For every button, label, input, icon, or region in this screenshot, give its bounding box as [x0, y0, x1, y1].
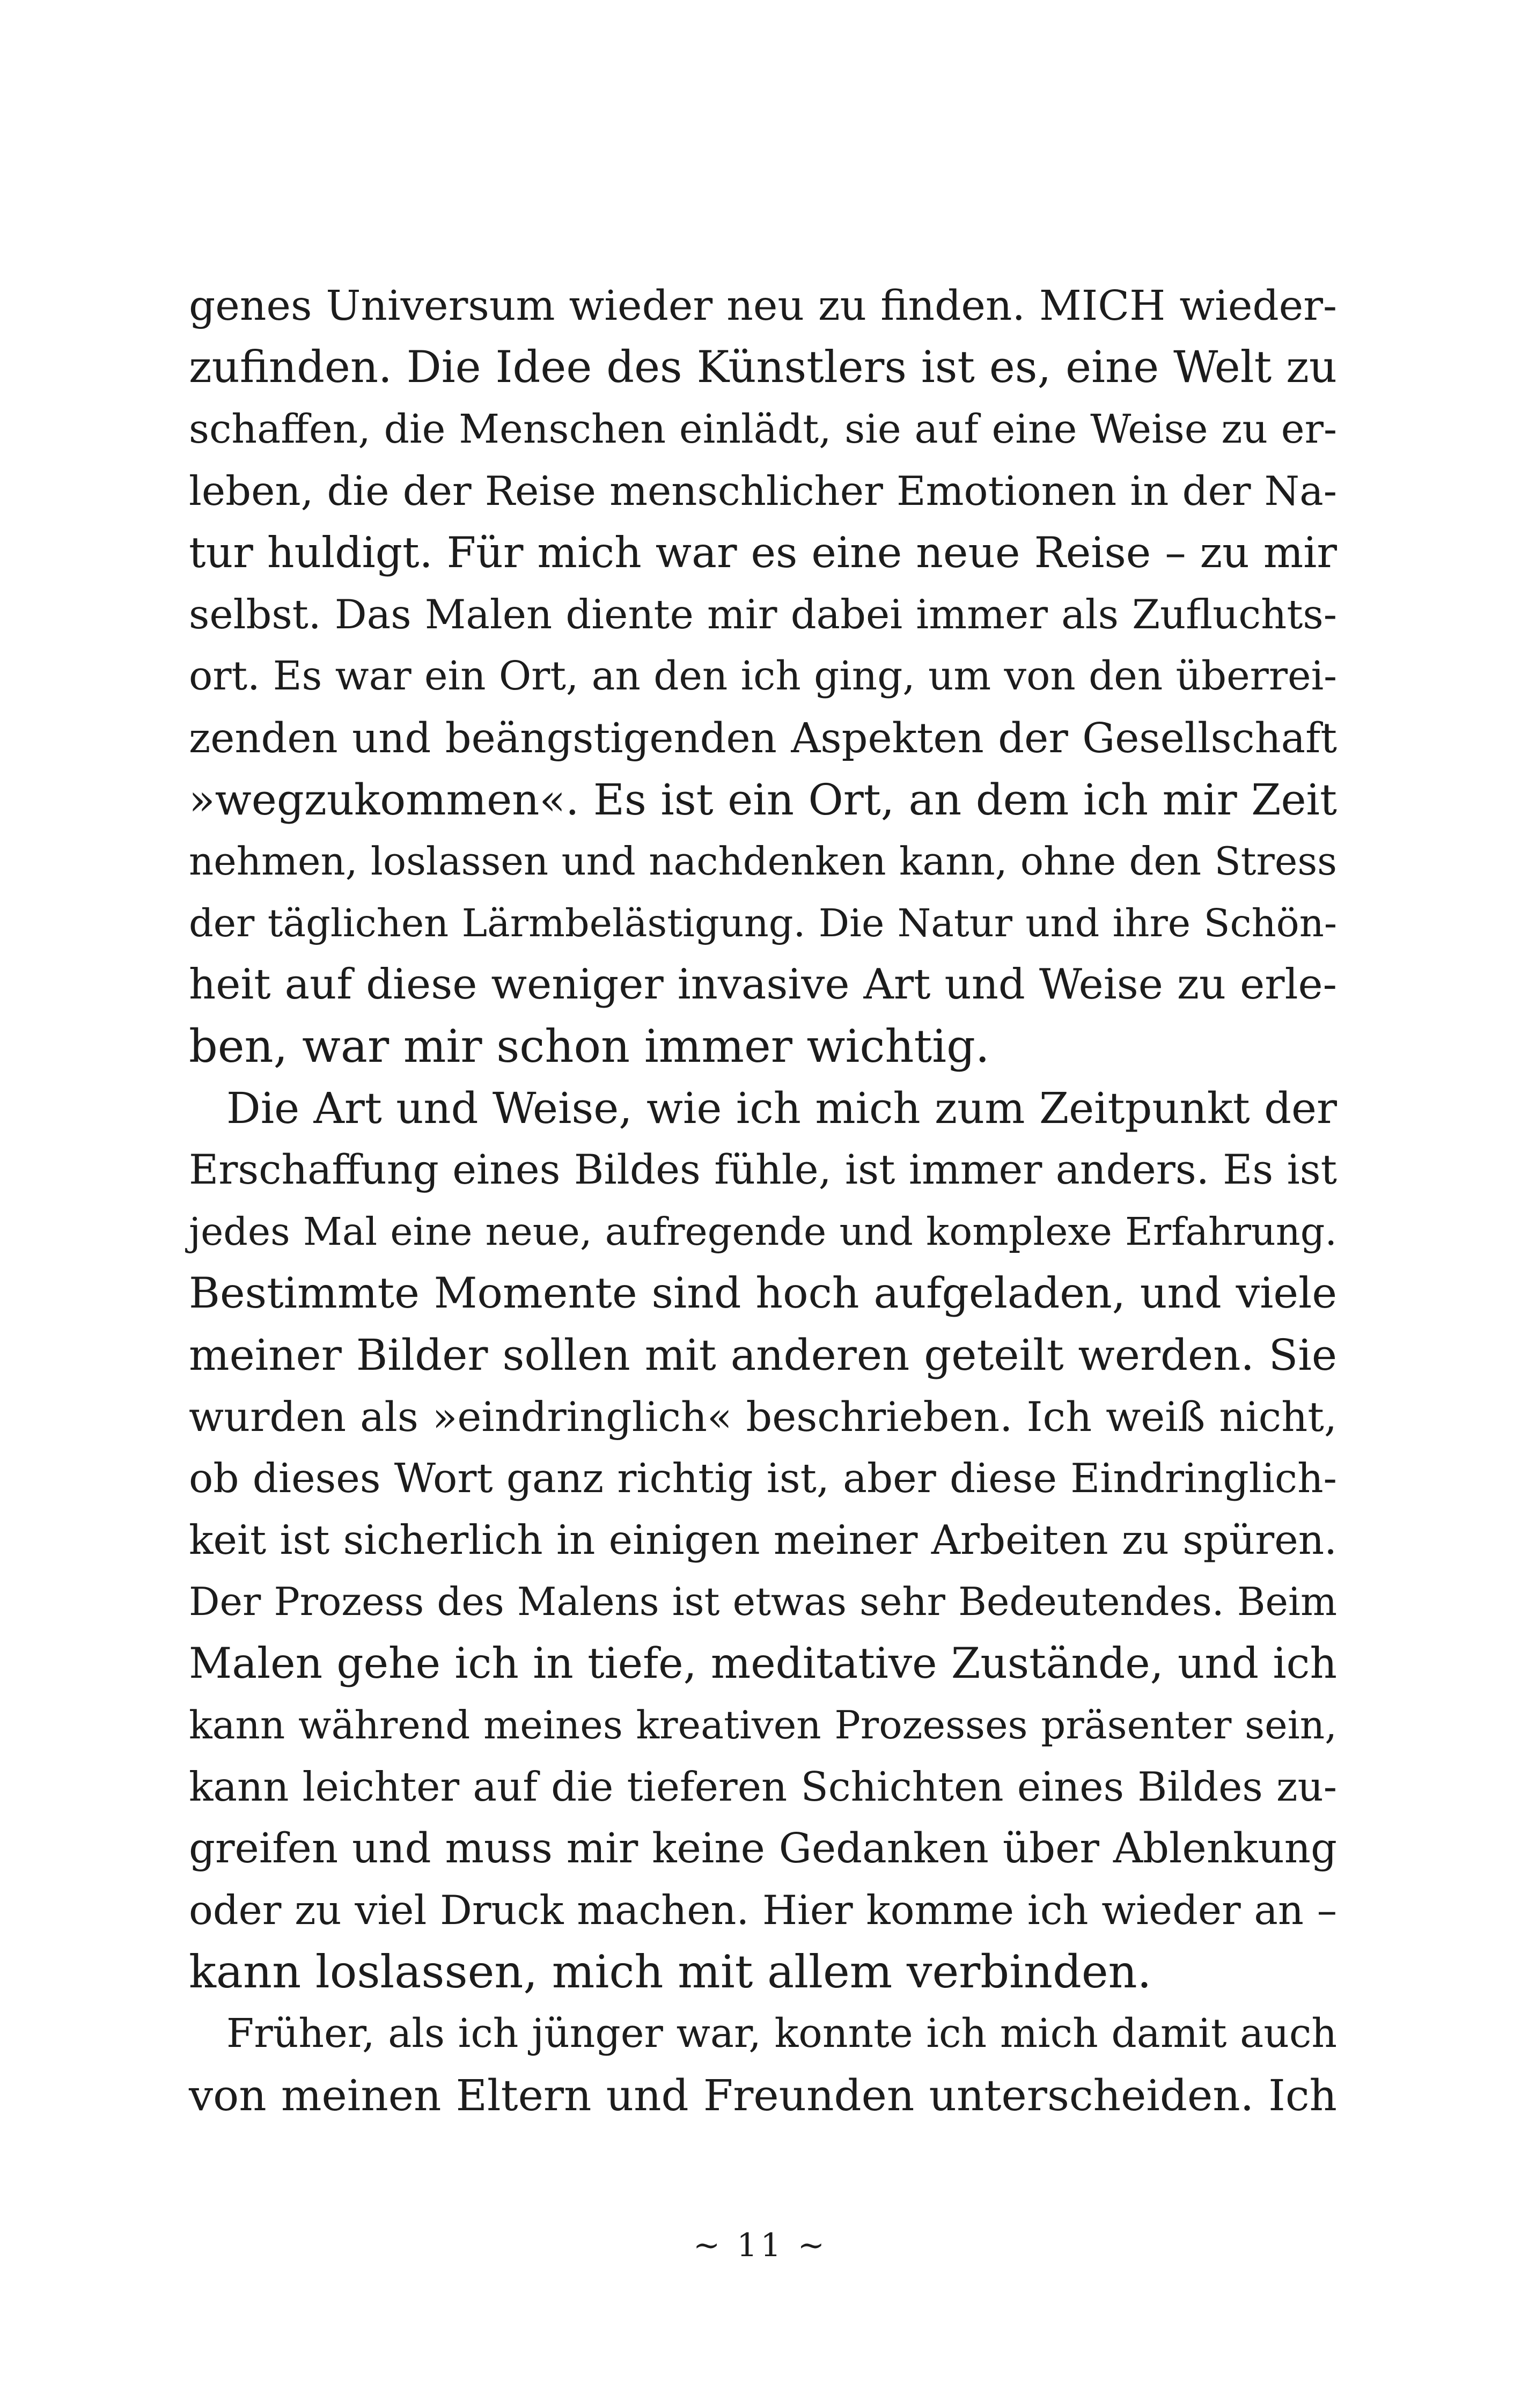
text-line: Bestimmte Momente sind hoch aufgeladen, und viele — [189, 1268, 1337, 1318]
text-line: ben, war mir schon immer wichtig. — [189, 1020, 990, 1073]
body-text — [189, 275, 1337, 2126]
text-line: kann leichter auf die tieferen Schichten eines Bildes zu- — [189, 1763, 1337, 1810]
text-line: keit ist sicherlich in einigen meiner Arbeiten zu spüren. — [189, 1516, 1337, 1563]
text-line: schaffen, die Menschen einlädt, sie auf eine Weise zu er- — [189, 406, 1337, 452]
text-line: nehmen, loslassen und nachdenken kann, ohne den Stress — [189, 839, 1337, 884]
text-line: jedes Mal eine neue, aufregende und komplexe Erfahrung. — [189, 1209, 1337, 1254]
text-line: meiner Bilder sollen mit anderen geteilt werden. Sie — [189, 1330, 1337, 1380]
text-line: zufinden. Die Idee des Künstlers ist es, eine Welt zu — [189, 342, 1337, 393]
text-line: Malen gehe ich in tiefe, meditative Zustände, und ich — [189, 1639, 1337, 1688]
text-line: Der Prozess des Malens ist etwas sehr Bedeutendes. Beim — [189, 1579, 1337, 1624]
text-line: der täglichen Lärmbelästigung. Die Natur und ihre Schön- — [189, 901, 1337, 945]
text-line: Die Art und Weise, wie ich mich zum Zeitpunkt der — [226, 1083, 1337, 1133]
text-line: von meinen Eltern und Freunden unterscheiden. Ich — [189, 2071, 1337, 2120]
text-line: tur huldigt. Für mich war es eine neue Reise – zu mir — [189, 528, 1337, 577]
text-line: selbst. Das Malen diente mir dabei immer als Zufluchts- — [189, 591, 1337, 638]
text-line: kann loslassen, mich mit allem verbinden. — [189, 1946, 1152, 1998]
text-line: genes Universum wieder neu zu finden. MICH wieder- — [189, 282, 1337, 330]
text-line: leben, die der Reise menschlicher Emotionen in der Na- — [189, 468, 1337, 515]
text-line: oder zu viel Druck machen. Hier komme ich wieder an – — [189, 1887, 1337, 1934]
text-line: zenden und beängstigenden Aspekten der Gesellschaft — [189, 714, 1337, 762]
text-line: wurden als »eindringlich« beschrieben. Ich weiß nicht, — [189, 1393, 1337, 1441]
text-line: ort. Es war ein Ort, an den ich ging, um von den überrei- — [189, 654, 1337, 699]
text-line: »wegzukommen«. Es ist ein Ort, an dem ich mir Zeit — [189, 775, 1337, 825]
text-line: kann während meines kreativen Prozesses präsenter sein, — [189, 1702, 1337, 1748]
text-line: Früher, als ich jünger war, konnte ich mich damit auch — [226, 2010, 1337, 2057]
text-line: heit auf diese weniger invasive Art und Weise zu erle- — [189, 960, 1337, 1009]
text-line: greifen und muss mir keine Gedanken über Ablenkung — [189, 1825, 1337, 1873]
text-line: ob dieses Wort ganz richtig ist, aber diese Eindringlich- — [189, 1455, 1337, 1502]
page-number: ~ 11 ~ — [693, 2227, 828, 2264]
text-line: Erschaffung eines Bildes fühle, ist immer anders. Es ist — [189, 1146, 1337, 1193]
